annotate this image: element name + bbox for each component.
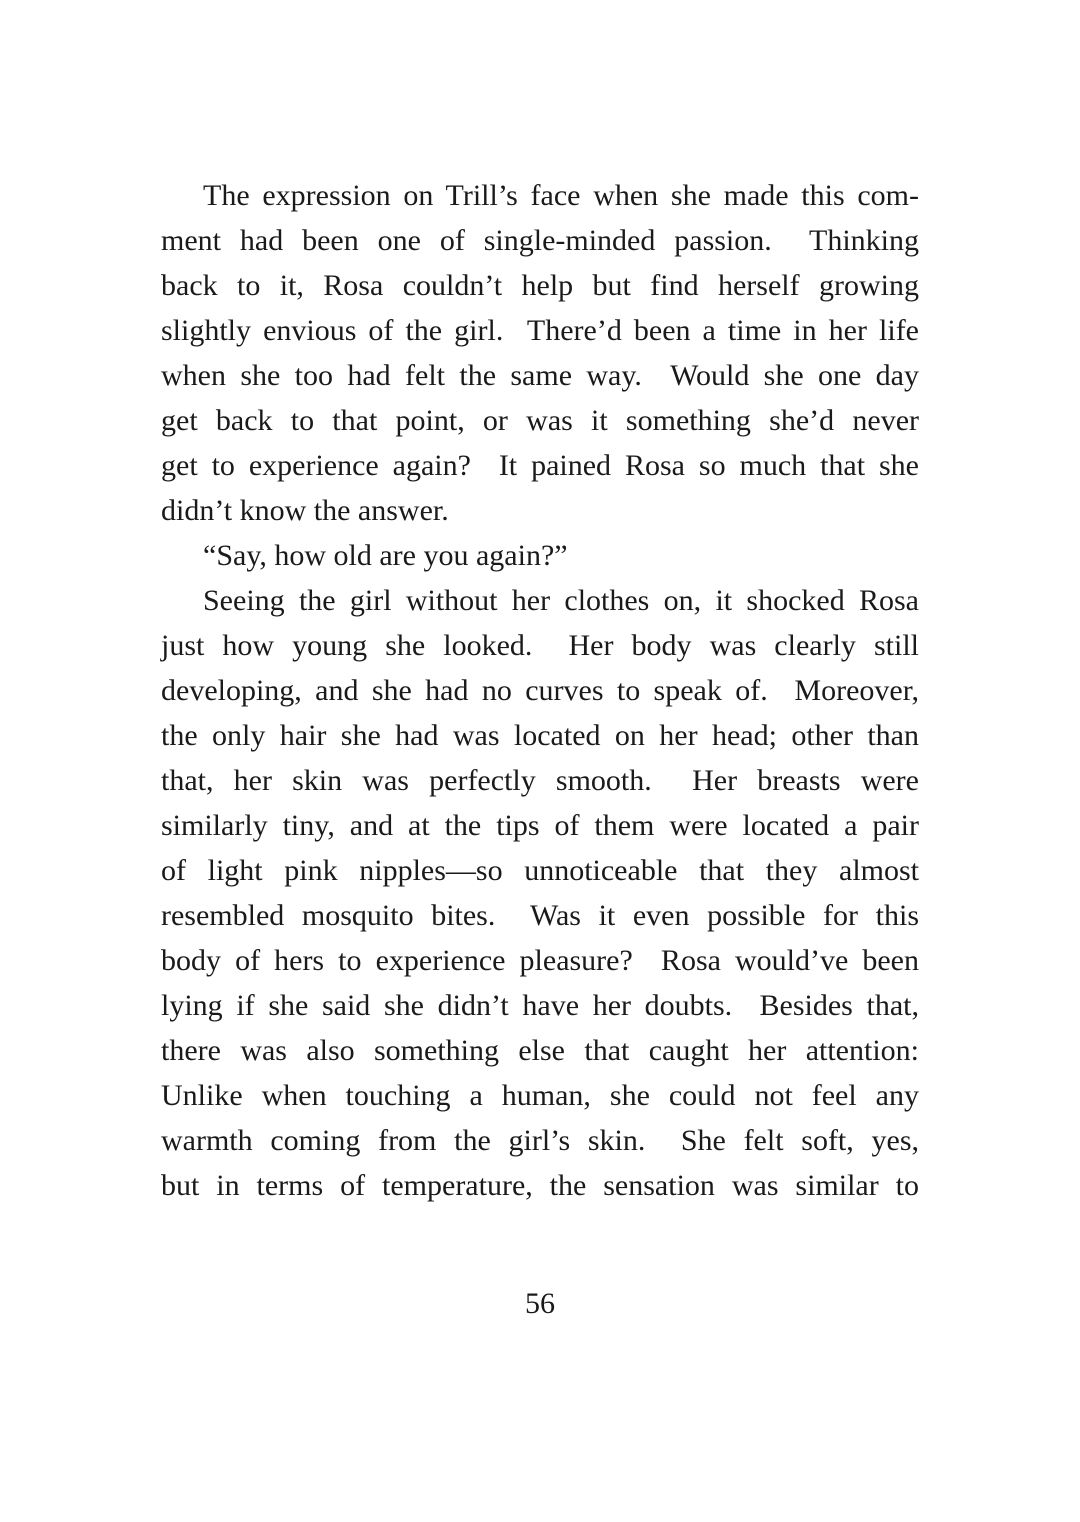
page-text [161,173,919,1208]
text-line: there was also something else that caught her attention: [161,1034,919,1067]
text-line: but in terms of temperature, the sensation was similar to [161,1169,919,1202]
text-line: body of hers to experience pleasure? Rosa would’ve been [161,944,919,977]
text-line: lying if she said she didn’t have her doubts. Besides that, [161,989,919,1022]
text-line: resembled mosquito bites. Was it even possible for this [161,899,919,932]
text-line: didn’t know the answer. [161,494,449,527]
text-line: ment had been one of single-minded passion. Thinking [161,224,919,257]
text-line: back to it, Rosa couldn’t help but find herself growing [161,269,919,302]
text-line: just how young she looked. Her body was clearly still [161,629,919,662]
text-line: Seeing the girl without her clothes on, it shocked Rosa [203,584,919,617]
text-line: developing, and she had no curves to speak of. Moreover, [161,674,919,707]
text-line: of light pink nipples—so unnoticeable that they almost [161,854,919,887]
text-line: get to experience again? It pained Rosa so much that she [161,449,919,482]
text-line: “Say, how old are you again?” [203,539,568,572]
text-line: get back to that point, or was it something she’d never [161,404,919,437]
text-line: Unlike when touching a human, she could not feel any [161,1079,919,1112]
text-line: warmth coming from the girl’s skin. She felt soft, yes, [161,1124,919,1157]
paragraph-1 [161,173,919,533]
text-line: The expression on Trill’s face when she made this com- [203,179,919,212]
text-line: the only hair she had was located on her head; other than [161,719,919,752]
text-line: that, her skin was perfectly smooth. Her breasts were [161,764,919,797]
text-line: slightly envious of the girl. There’d been a time in her life [161,314,919,347]
page-number: 56 [525,1287,555,1320]
text-line: similarly tiny, and at the tips of them were located a pair [161,809,919,842]
paragraph-2-dialogue [161,533,919,578]
text-line: when she too had felt the same way. Would she one day [161,359,919,392]
paragraph-3 [161,578,919,1208]
